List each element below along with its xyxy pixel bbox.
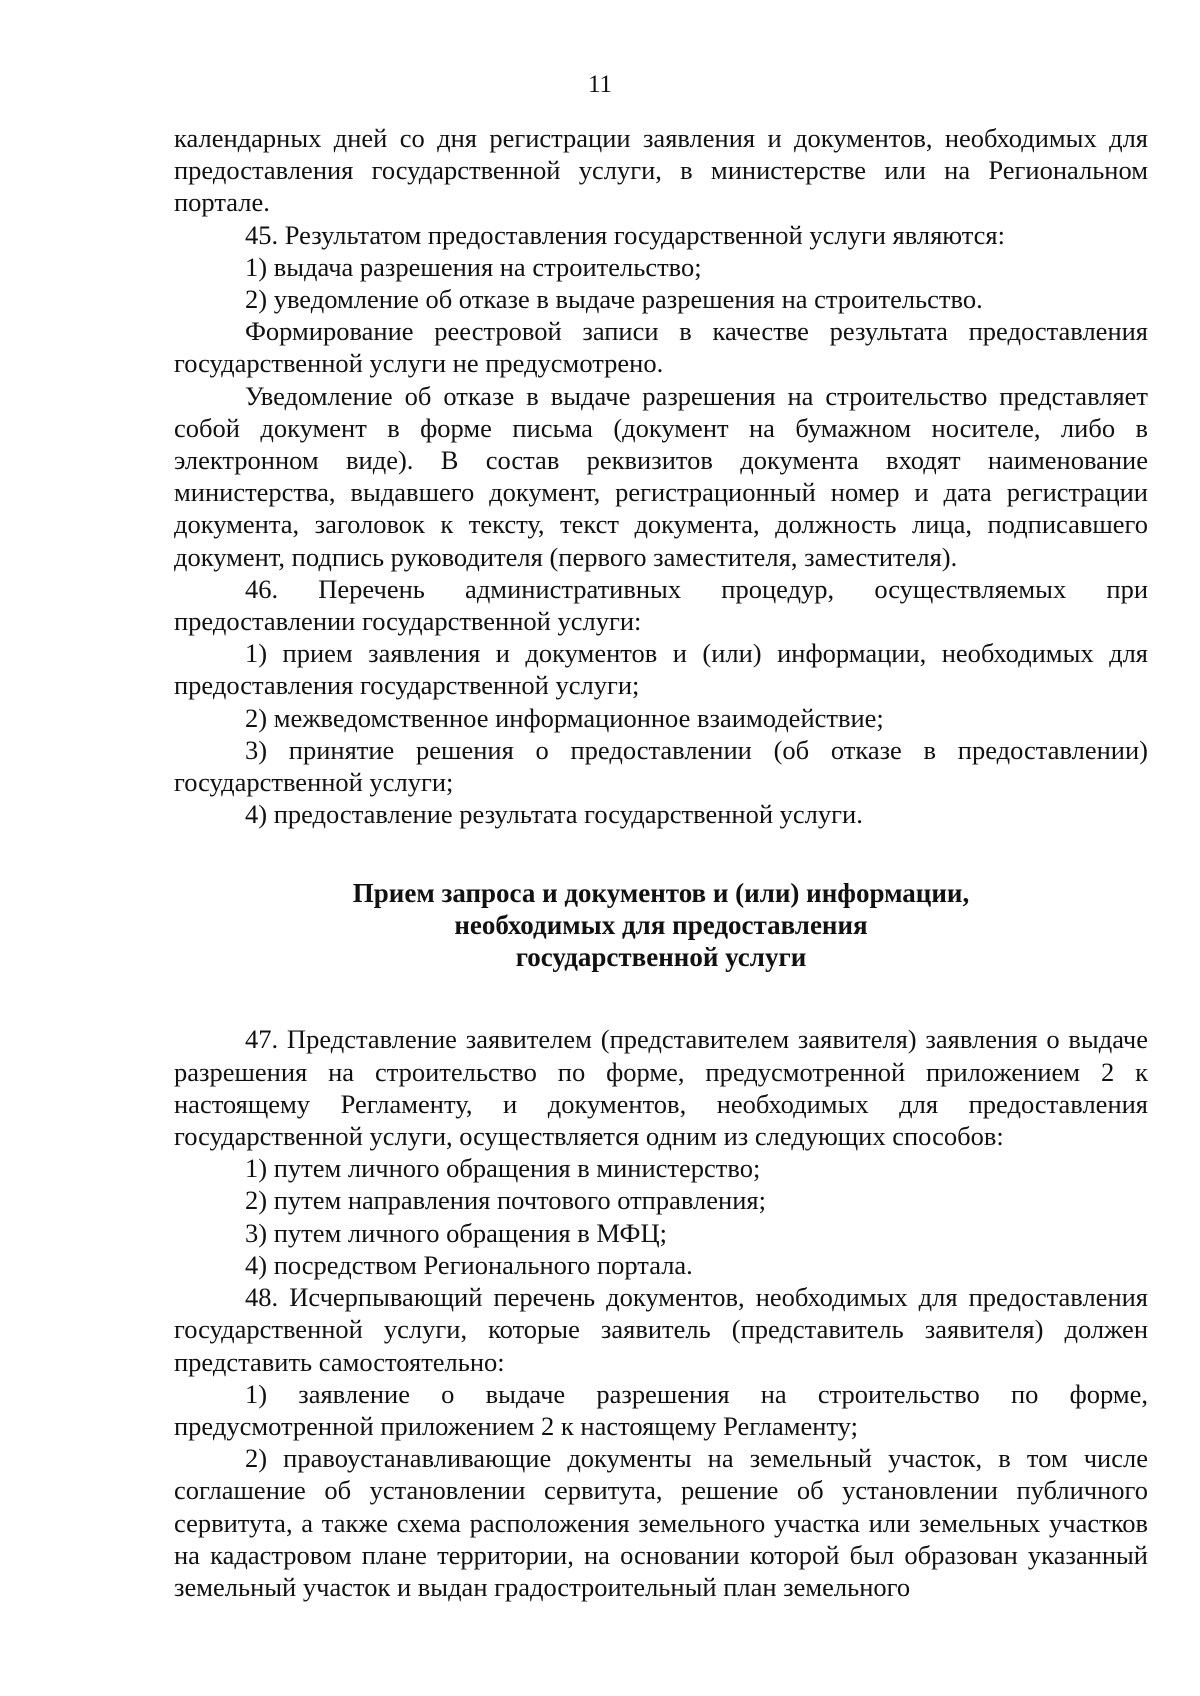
paragraph: 4) предоставление результата государственной услуги. [245, 799, 863, 830]
paragraph: 1) прием заявления и документов и (или) информации, необходимых для предоставления государственной услуги; [174, 638, 1148, 701]
paragraph: 2) уведомление об отказе в выдаче разрешения на строительство. [245, 284, 983, 315]
paragraph: 46. Перечень административных процедур, осуществляемых при предоставлении государственной услуги: [174, 573, 1148, 637]
paragraph: 47. Представление заявителем (представителем заявителя) заявления о выдаче разрешения на строительство по форме, предусмотренной приложением 2 к настоящему Регламенту, и документов, необходимых для предоставления государственной услуги, осуществляется одним из следующих способов: [174, 1024, 1148, 1152]
section-heading-line-1: Прием запроса и документов и (или) информации, [352, 878, 970, 909]
paragraph: Формирование реестровой записи в качестве результата предоставления государственной услуги не предусмотрено. [174, 316, 1148, 379]
paragraph: 1) заявление о выдаче разрешения на строительство по форме, предусмотренной приложением 2 к настоящему Регламенту; [174, 1378, 1148, 1441]
paragraphs-after-heading [174, 1023, 1148, 1603]
paragraph: 3) путем личного обращения в МФЦ; [245, 1217, 667, 1248]
section-heading-line-2: необходимых для предоставления [454, 910, 868, 941]
document-body [174, 122, 1148, 1603]
paragraph: 1) путем личного обращения в министерство; [245, 1153, 761, 1184]
paragraph: 45. Результатом предоставления государственной услуги являются: [245, 219, 1005, 250]
paragraphs-before-heading [174, 122, 1148, 830]
page-number: 11 [587, 71, 613, 98]
paragraph: 1) выдача разрешения на строительство; [245, 251, 702, 282]
paragraph: 2) правоустанавливающие документы на земельный участок, в том числе соглашение об установлении сервитута, решение об установлении публичного сервитута, а также схема расположения земельного участка или земельных участков на кадастровом плане территории, на основании которой был образован указанный земельный участок и выдан градостроительный план земельного [174, 1443, 1148, 1602]
paragraph: календарных дней со дня регистрации заявления и документов, необходимых для предоставления государственной услуги, в министерстве или на Региональном портале. [174, 123, 1148, 218]
paragraph: 48. Исчерпывающий перечень документов, необходимых для предоставления государственной услуги, которые заявитель (представитель заявителя) должен представить самостоятельно: [174, 1282, 1148, 1377]
paragraph: 2) путем направления почтового отправления; [245, 1185, 766, 1216]
section-heading-line-3: государственной услуги [515, 942, 807, 973]
paragraph: 4) посредством Регионального портала. [245, 1249, 693, 1280]
paragraph: Уведомление об отказе в выдаче разрешения на строительство представляет собой документ в форме письма (документ на бумажном носителе, либо в электронном виде). В состав реквизитов документа входят наименование министерства, выдавшего документ, регистрационный номер и дата регистрации документа, заголовок к тексту, текст документа, должность лица, подписавшего документ, подпись руководителя (первого заместителя, заместителя). [174, 380, 1148, 572]
paragraph: 3) принятие решения о предоставлении (об отказе в предоставлении) государственной услуги; [174, 734, 1148, 798]
paragraph: 2) межведомственное информационное взаимодействие; [245, 702, 884, 733]
section-heading [174, 877, 1148, 973]
